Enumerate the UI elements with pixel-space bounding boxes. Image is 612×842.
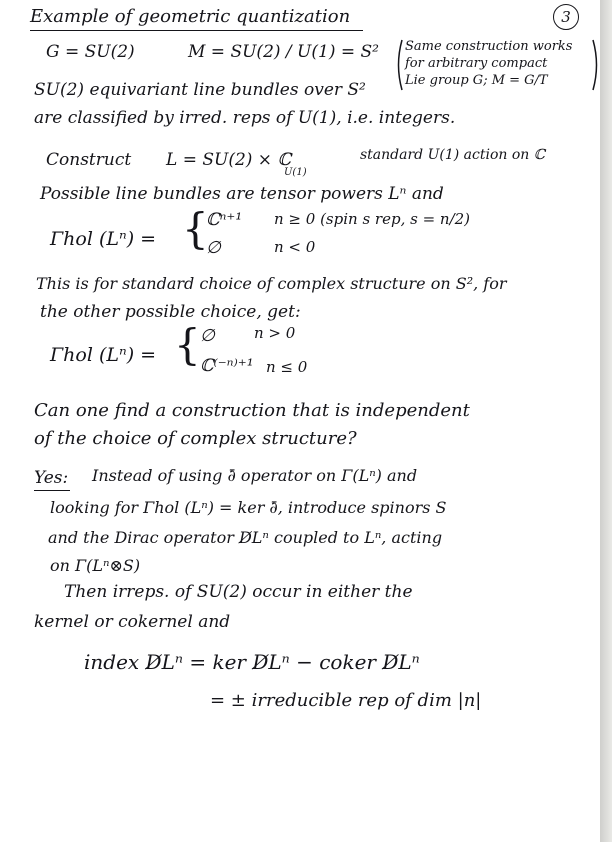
page-edge-shadow <box>600 0 612 842</box>
definition-m: M = SU(2) / U(1) = S² <box>188 42 379 62</box>
page-number: 3 <box>561 8 571 26</box>
second-case-value-a: ∅ <box>200 326 215 346</box>
first-case-condition-a: n ≥ 0 (spin s rep, s = n/2) <box>274 210 471 228</box>
side-note-line-1: Same construction works <box>405 39 573 54</box>
equivariant-line-1: SU(2) equivariant line bundles over S² <box>34 80 366 100</box>
second-case-condition-b: n ≤ 0 <box>266 358 308 376</box>
answer-line-4: on Γ(Lⁿ⊗S) <box>50 556 141 575</box>
side-note-line-3: Lie group G; M = G/T <box>405 73 548 88</box>
question-line-1: Can one find a construction that is independent <box>34 400 470 421</box>
equivariant-line-2: are classified by irred. reps of U(1), i.e. integers. <box>34 108 456 128</box>
cases-brace-second: { <box>174 320 201 369</box>
first-case-condition-b: n < 0 <box>274 238 316 256</box>
construct-equation: L = SU(2) × ℂ <box>166 150 291 170</box>
possible-bundles: Possible line bundles are tensor powers Lⁿ and <box>40 184 444 204</box>
page-title: Example of geometric quantization <box>30 6 351 27</box>
answer-line-2: looking for Γhol (Lⁿ) = ker ∂̄, introduce spinors S <box>50 498 447 517</box>
construct-note: standard U(1) action on ℂ <box>360 147 545 163</box>
question-line-2: of the choice of complex structure? <box>34 428 357 449</box>
irreps-line-1: Then irreps. of SU(2) occur in either the <box>64 582 413 602</box>
title-underline <box>30 30 363 31</box>
index-result: = ± irreducible rep of dim |n| <box>210 690 482 711</box>
second-case-value-b: ℂ⁽⁻ⁿ⁾⁺¹ <box>200 356 254 376</box>
standard-choice-line-2: the other possible choice, get: <box>40 302 301 322</box>
page-number-circle <box>553 4 579 30</box>
definition-g: G = SU(2) <box>46 42 135 62</box>
side-note <box>395 38 600 92</box>
gamma-hol-second: Γhol (Lⁿ) = <box>50 344 157 366</box>
cases-brace-first: { <box>182 204 209 253</box>
side-note-line-2: for arbitrary compact <box>405 56 548 71</box>
answer-line-1: Instead of using ∂̄ operator on Γ(Lⁿ) and <box>92 466 418 485</box>
standard-choice-line-1: This is for standard choice of complex structure on S², for <box>36 274 507 293</box>
irreps-line-2: kernel or cokernel and <box>34 612 231 632</box>
construct-subscript: U(1) <box>284 167 307 178</box>
second-case-condition-a: n > 0 <box>254 324 296 342</box>
gamma-hol-first: Γhol (Lⁿ) = <box>50 228 157 250</box>
yes-label: Yes: <box>34 468 69 488</box>
answer-line-3: and the Dirac operator D̸Lⁿ coupled to Lⁿ, acting <box>48 528 443 547</box>
index-formula: index D̸Lⁿ = ker D̸Lⁿ − coker D̸Lⁿ <box>84 650 420 674</box>
yes-underline <box>34 490 70 491</box>
first-case-value-a: ℂⁿ⁺¹ <box>206 210 243 230</box>
first-case-value-b: ∅ <box>206 238 221 258</box>
construct-label: Construct <box>46 150 132 170</box>
